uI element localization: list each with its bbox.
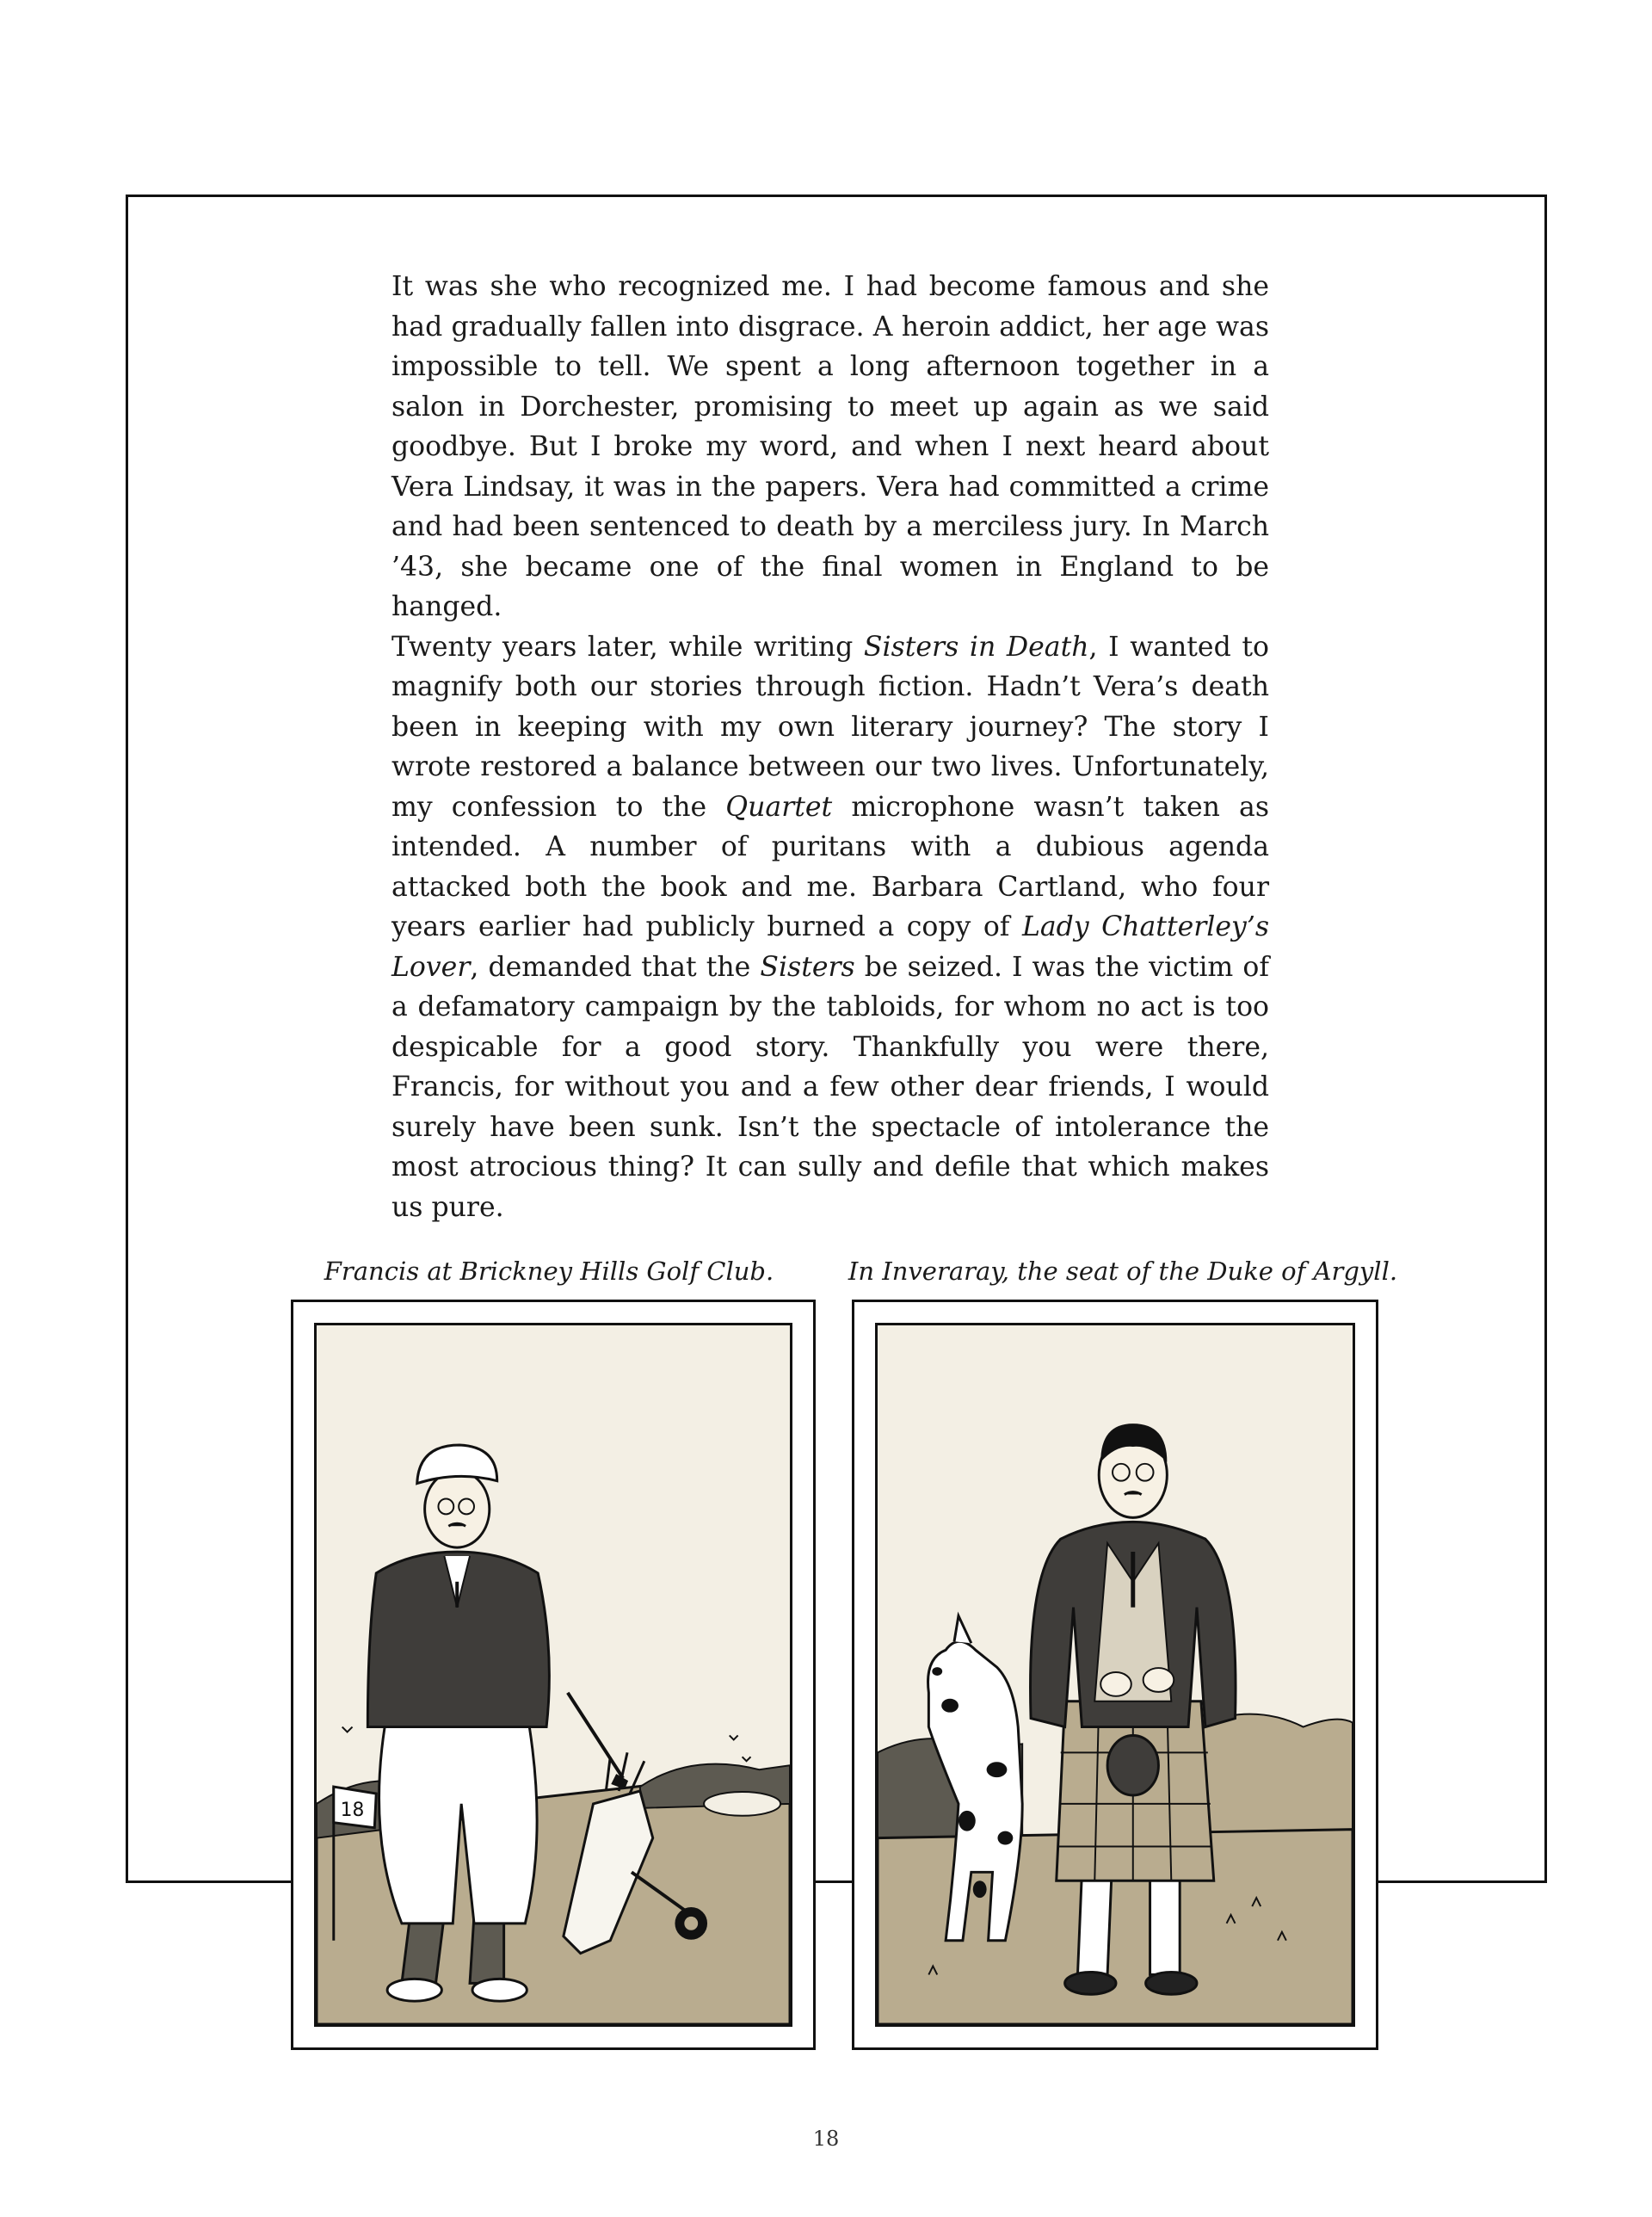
kilt-dog-drawing (878, 1325, 1353, 2024)
paragraph-2-part-d: , demanded that the (470, 951, 761, 983)
right-illustration-caption: In Inveraray, the seat of the Duke of Argyll. (848, 1257, 1398, 1286)
golf-illustration (314, 1323, 792, 2027)
paragraph-2-part-e: be seized. I was the victim of a defamatory campaign by the tabloids, for whom no act is too despicable for a good story. Thankfully you were there, Francis, for without you and a few other dear friends, I would surely have been sunk. Isn’t the spectacle of intolerance the most atrocious thing? It can sully and defile that which makes us pure. (391, 951, 1269, 1223)
paragraph-2-part-a: Twenty years later, while writing (391, 631, 864, 663)
paragraph-2-part-b: , I wanted to magnify both our stories through fiction. Hadn’t Vera’s death been in keeping with my own literary journey? The story I wrote restored a balance between our two lives. Unfortunately, my confession to the (391, 631, 1269, 823)
golf-illustration-card (291, 1300, 816, 2050)
book-title-lady-chatterley: Lady Chatterley’s Lover (391, 911, 1269, 983)
pond (704, 1792, 780, 1816)
paragraph-2 (391, 627, 1269, 1228)
paragraph-2-part-c: microphone wasn’t taken as intended. A number of puritans with a dubious agenda attacked both the book and me. Barbara Cartland, who four years earlier had publicly burned a copy of (391, 791, 1269, 942)
main-text (391, 267, 1269, 1227)
inveraray-illustration-card (852, 1300, 1378, 2050)
golfer-drawing (317, 1325, 790, 2024)
flag-number: 18 (340, 1799, 365, 1821)
paragraph-1: It was she who recognized me. I had become famous and she had gradually fallen into disgrace. A heroin addict, her age was impossible to tell. We spent a long afternoon together in a salon in Dorchester, promising to meet up again as we said goodbye. But I broke my word, and when I next heard about Vera Lindsay, it was in the papers. Vera had committed a crime and had been sentenced to death by a merciless jury. In March ’43, she became one of the final women in England to be hanged. (391, 271, 1269, 622)
left-illustration-caption: Francis at Brickney Hills Golf Club. (324, 1257, 774, 1286)
book-title-sisters-in-death: Sisters in Death (863, 631, 1089, 663)
inveraray-illustration (875, 1323, 1355, 2027)
book-title-sisters: Sisters (760, 951, 855, 983)
program-title-quartet: Quartet (725, 791, 833, 823)
page-number: 18 (812, 2127, 840, 2151)
